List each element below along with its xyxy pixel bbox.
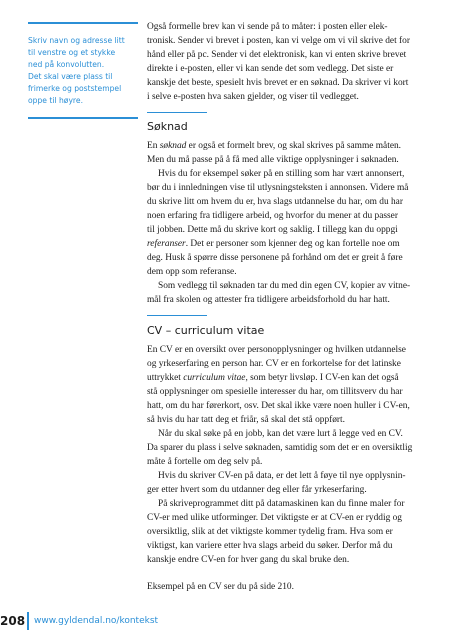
text-line: til jobben. Dette må du skrive kort og saklig. I tillegg kan du oppgi	[147, 225, 398, 235]
term-soknad: søknad	[159, 141, 187, 151]
text-line: hånd eller på pc. Sender vi det elektronisk, kan vi enten skrive brevet	[147, 50, 407, 60]
page-number: 208	[0, 612, 29, 630]
heading-cv: CV – curriculum vitae	[147, 324, 265, 337]
section-spacer	[147, 104, 447, 120]
text-line: tronisk. Sender vi brevet i posten, kan vi velge om vi vil skrive det for	[147, 36, 410, 46]
text-line: bør du i innledningen vise til utlysningsteksten i annonsen. Videre må	[147, 183, 409, 193]
margin-note-line: oppe til høyre.	[28, 96, 83, 105]
text-line: oversiktlig, slik at det viktigste kommer tydelig fram. Hva som er	[147, 527, 393, 537]
text-run: En	[147, 141, 160, 151]
text-line: måte å fortelle om deg selv på.	[147, 457, 263, 467]
margin-note-line: til venstre og et stykke	[28, 48, 116, 57]
text-line	[147, 237, 447, 251]
text-run: er også et formelt brev, og skal skrives på samme måten.	[186, 141, 402, 151]
section-rule	[147, 315, 207, 316]
page-footer	[0, 612, 467, 632]
margin-note	[28, 22, 138, 119]
text-line	[147, 139, 447, 153]
text-line: hatt, om du har førerkort, osv. Det skal ikke være noen huller i CV-en,	[147, 401, 410, 411]
text-line: så hvis du har tatt deg et friår, så skal det stå oppført.	[147, 415, 346, 425]
text-line: og yrkeserfaring en person har. CV er en forkortelse for det latinske	[147, 359, 401, 369]
text-line	[147, 371, 447, 385]
term-referanser: referanser	[147, 239, 186, 249]
text-line: ger etter hvert som du utdanner deg eller får yrkeserfaring.	[147, 485, 367, 495]
term-curriculum-vitae: curriculum vitae	[183, 373, 246, 383]
margin-note-line: Skriv navn og adresse litt	[28, 36, 125, 45]
main-text	[147, 20, 447, 594]
text-line: Men du må passe på å få med alle viktige opplysninger i søknaden.	[147, 155, 399, 165]
text-run: . Det er personer som kjenner deg og kan fortelle noe om	[185, 239, 400, 249]
soknad-paragraph	[147, 139, 447, 307]
text-line: mål fra skolen og attester fra tidligere arbeidsforhold du har hatt.	[147, 295, 390, 305]
margin-note-line: Det skal være plass til	[28, 72, 113, 81]
text-line: deg. Husk å spørre disse personene på forhånd om det er greit å føre	[147, 253, 403, 263]
footer-url[interactable]: www.gyldendal.no/kontekst	[34, 616, 159, 626]
text-line: dem opp som referanse.	[147, 267, 237, 277]
text-line: Også formelle brev kan vi sende på to måter: i posten eller elek-	[147, 22, 388, 32]
text-line: Som vedlegg til søknaden tar du med din egen CV, kopier av vitne-	[158, 281, 411, 291]
text-line: kanskje det beste, spesielt hvis brevet er en søknad. Da skriver vi kort	[147, 78, 409, 88]
cv-closing	[147, 580, 447, 594]
text-line: CV-er med ulike utforminger. Det viktigste er at CV-en er ryddig og	[147, 513, 402, 523]
text-line: direkte i e-posten, eller vi kan sende det som vedlegg. Det siste er	[147, 64, 394, 74]
text-run: , som betyr livsløp. I CV-en kan det også	[245, 373, 399, 383]
cv-paragraph	[147, 343, 447, 567]
text-line: kanskje endre CV-en for hver gang du skal bruke den.	[147, 555, 350, 565]
text-line: Hvis du for eksempel søker på en stilling som har vært annonsert,	[158, 169, 405, 179]
text-line: Når du skal søke på en jobb, kan det være lurt å legge ved en CV.	[158, 429, 403, 439]
text-line: Hvis du skriver CV-en på data, er det lett å føye til nye opplysnin-	[158, 471, 406, 481]
section-spacer	[147, 307, 447, 324]
text-line: i selve e-posten hva saken gjelder, og viser til vedlegget.	[147, 92, 359, 102]
margin-note-line: frimerke og poststempel	[28, 84, 122, 93]
text-line: Eksempel på en CV ser du på side 210.	[147, 582, 294, 592]
text-line: stå opplysninger om spesielle interesser du har, om tillitsverv du har	[147, 387, 403, 397]
margin-note-line: ned på konvolutten.	[28, 60, 105, 69]
intro-paragraph	[147, 20, 447, 104]
section-rule	[147, 112, 207, 113]
text-line: du skrive litt om hvem du er, hva slags utdannelse du har, om du har	[147, 197, 403, 207]
heading-soknad: Søknad	[147, 120, 188, 133]
text-line: noen erfaring fra tidligere arbeid, og hvorfor du mener at du passer	[147, 211, 398, 221]
text-run: uttrykket	[147, 373, 184, 383]
text-line: viktigst, kan variere etter hva slags arbeid du søker. Derfor må du	[147, 541, 393, 551]
text-line: En CV er en oversikt over personopplysninger og hvilken utdannelse	[147, 345, 406, 355]
text-line: Da sparer du plass i selve søknaden, samtidig som det er en oversiktlig	[147, 443, 413, 453]
text-line: På skriveprogrammet ditt på datamaskinen kan du finne maler for	[158, 499, 405, 509]
